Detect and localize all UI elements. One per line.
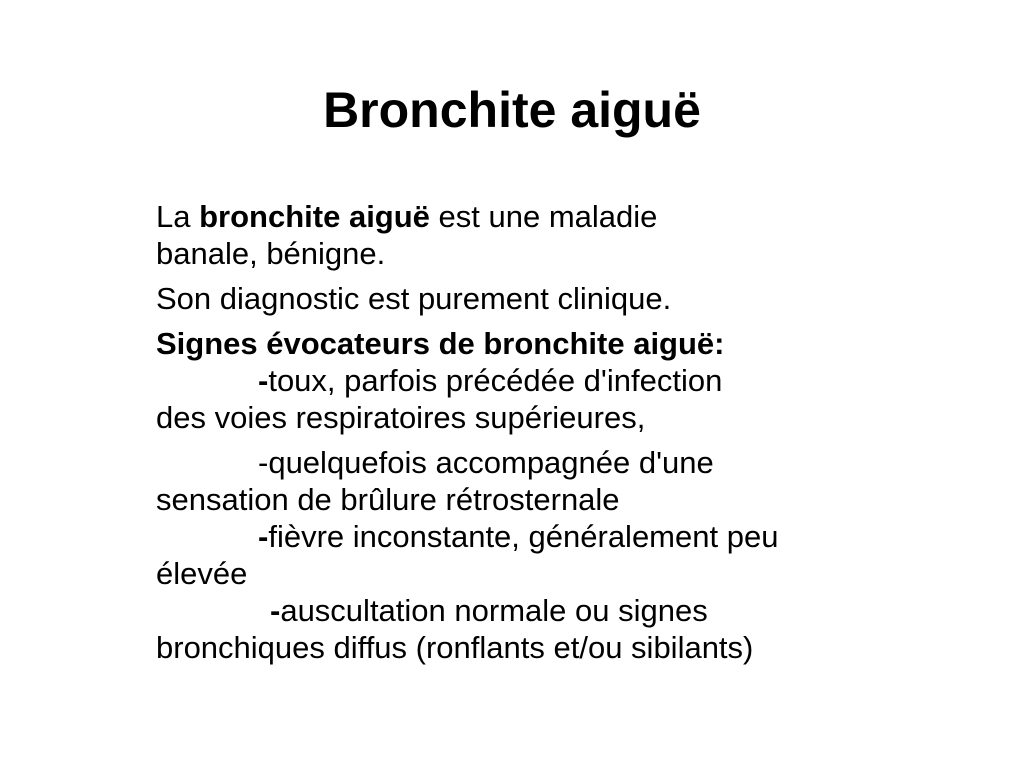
sign-dash: - bbox=[270, 593, 281, 628]
intro-rest: est une maladie bbox=[429, 199, 658, 234]
sign-dash: - bbox=[258, 519, 269, 554]
slide-body bbox=[156, 198, 956, 666]
intro-line2: banale, bénigne. bbox=[156, 236, 386, 271]
sign-item-line: fièvre inconstante, généralement peu bbox=[268, 519, 779, 554]
diagnosis-paragraph: Son diagnostic est purement clinique. bbox=[156, 281, 672, 316]
sign-item-line: toux, parfois précédée d'infection bbox=[268, 363, 723, 398]
signs-continuation-paragraph bbox=[156, 444, 956, 666]
sign-item-line: des voies respiratoires supérieures, bbox=[156, 400, 646, 435]
sign-item-line: bronchiques diffus (ronflants et/ou sibilants) bbox=[156, 630, 754, 665]
sign-item-line: quelquefois accompagnée d'une bbox=[268, 445, 714, 480]
sign-dash: - bbox=[258, 445, 269, 480]
slide-title: Bronchite aiguë bbox=[323, 82, 701, 138]
intro-prefix: La bbox=[156, 199, 200, 234]
signs-paragraph bbox=[156, 325, 956, 436]
sign-item-line: élevée bbox=[156, 556, 248, 591]
intro-term: bronchite aiguë bbox=[199, 199, 430, 234]
sign-item-line: sensation de brûlure rétrosternale bbox=[156, 482, 620, 517]
signs-heading: Signes évocateurs de bronchite aiguë: bbox=[156, 326, 725, 361]
sign-item-line: auscultation normale ou signes bbox=[280, 593, 708, 628]
sign-dash: - bbox=[258, 363, 269, 398]
intro-paragraph bbox=[156, 198, 956, 272]
